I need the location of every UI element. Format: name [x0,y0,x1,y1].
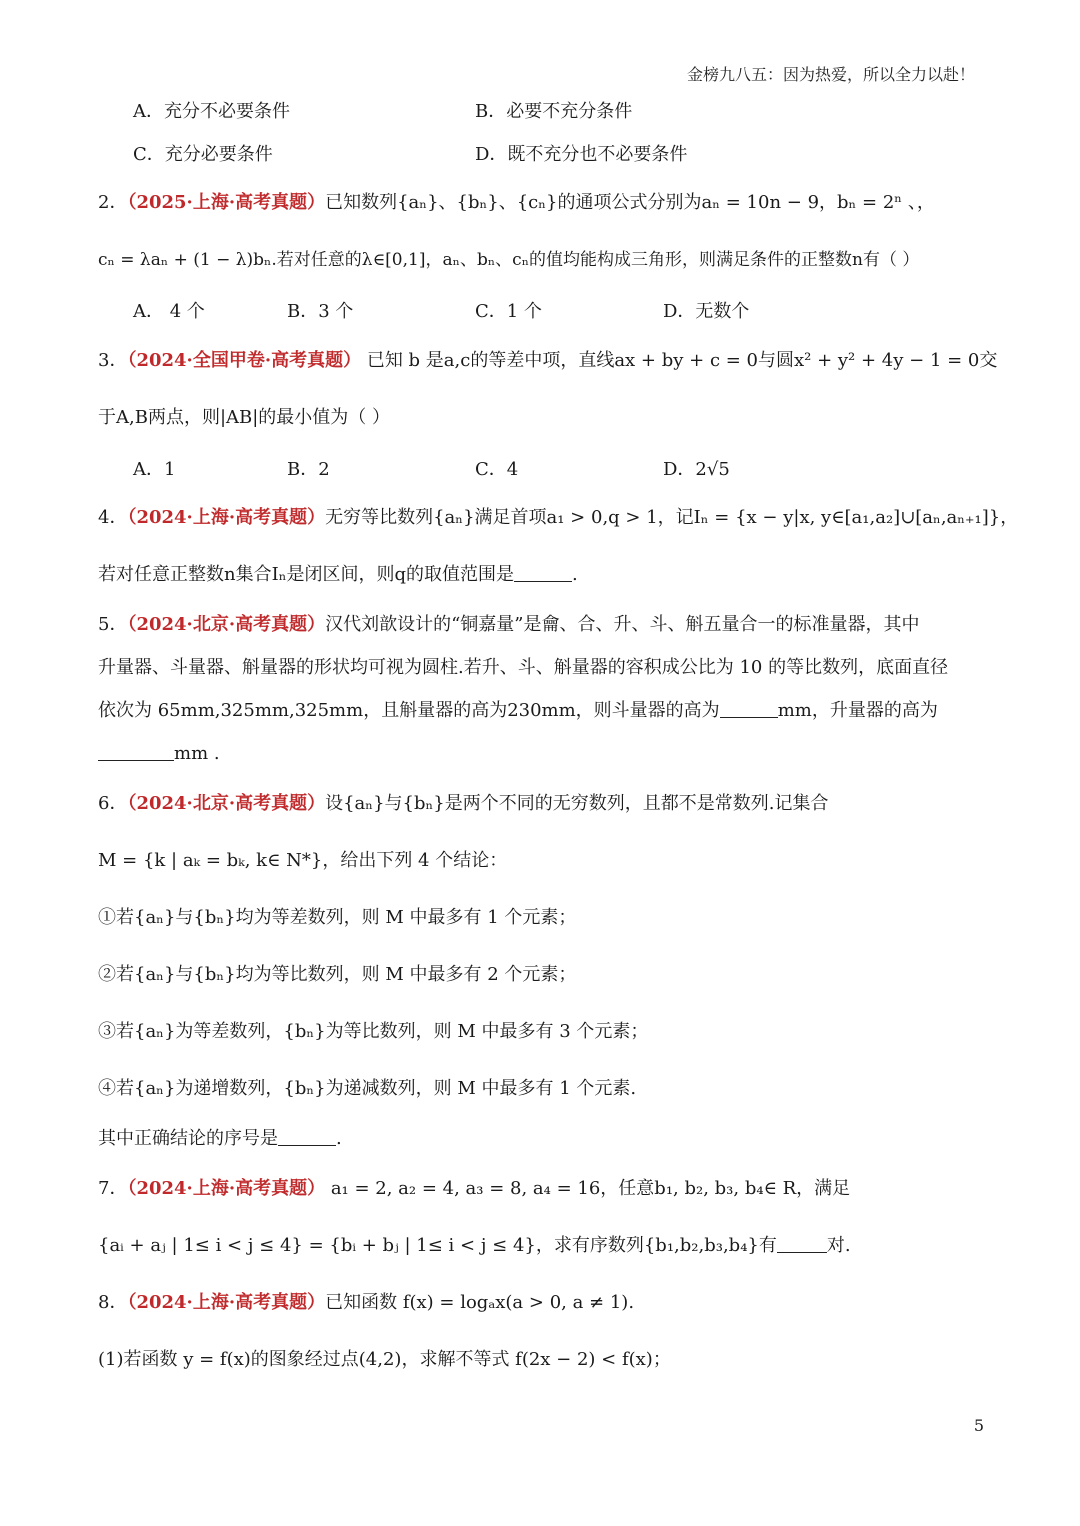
question-text: 其中正确结论的序号是 [98,1128,278,1149]
question-source: （2025·上海·高考真题） [127,192,326,213]
q6-line-2: M = {k | aₖ = bₖ, k∈ N*}，给出下列 4 个结论： [98,850,508,871]
q4-line-1 [98,505,1019,531]
question-source: （2024·上海·高考真题） [127,507,326,528]
q2-option-a: A． 4 个 [133,301,205,322]
question-source: （2024·全国甲卷·高考真题） [127,350,362,371]
q5-line-1 [98,612,990,638]
question-text-end: . [336,1128,342,1149]
question-text: 已知函数 f(x) = logₐx(a > 0, a ≠ 1). [325,1292,635,1313]
question-text: 设{aₙ}与{bₙ}是两个不同的无穷数列，且都不是常数列.记集合 [325,793,829,814]
q2-line-1 [98,190,990,216]
q3-line-1 [98,348,998,374]
q5-line-4 [98,741,990,767]
q3-option-b: B．2 [287,459,330,480]
q7-line-1 [98,1176,990,1202]
question-number: 2． [98,192,128,213]
question-text: mm，升量器的高为 [777,700,938,721]
q5-line-3 [98,698,990,724]
prev-option-c: C．充分必要条件 [133,144,273,165]
answer-blank[interactable] [514,563,572,582]
prev-option-d: D．既不充分也不必要条件 [475,144,688,165]
question-text-end: 对. [826,1235,851,1256]
q6-conclusion-4: ④若{aₙ}为递增数列，{bₙ}为递减数列，则 M 中最多有 1 个元素. [98,1078,637,1099]
question-source: （2024·北京·高考真题） [127,614,326,635]
q5-line-2: 升量器、斗量器、斛量器的形状均可视为圆柱.若升、斗、斛量器的容积成公比为 10 的等比数列，底面直径 [98,657,949,678]
page-number: 5 [973,1416,984,1435]
prev-option-b: B．必要不充分条件 [475,101,633,122]
q2-line-2: cₙ = λaₙ + (1 − λ)bₙ.若对任意的λ∈[0,1]，aₙ、bₙ、cₙ的值均能构成三角形，则满足条件的正整数n有（ ） [98,250,920,270]
question-text: 依次为 65mm,325mm,325mm，且斛量器的高为230mm，则斗量器的高为 [98,700,720,721]
answer-blank[interactable] [777,1234,827,1253]
q6-conclusion-1: ①若{aₙ}与{bₙ}均为等差数列，则 M 中最多有 1 个元素； [98,907,577,928]
question-source: （2024·北京·高考真题） [127,793,326,814]
question-number: 8． [98,1292,128,1313]
q2-option-b: B．3 个 [287,301,354,322]
question-text: 已知数列{aₙ}、{bₙ}、{cₙ}的通项公式分别为aₙ = 10n − 9，bₙ = 2ⁿ 、， [325,192,935,213]
question-number: 4． [98,507,128,528]
question-text-end: . [572,564,578,585]
prev-option-a: A．充分不必要条件 [133,101,290,122]
question-number: 6． [98,793,128,814]
q8-subquestion-1: (1)若函数 y = f(x)的图象经过点(4,2)，求解不等式 f(2x − 2) < f(x)； [98,1349,671,1370]
question-source: （2024·上海·高考真题） [127,1178,326,1199]
q2-option-d: D．无数个 [663,301,750,322]
q3-option-d: D．2√5 [663,459,730,480]
q2-option-c: C．1 个 [475,301,542,322]
question-text: 若对任意正整数n集合Iₙ是闭区间，则q的取值范围是 [98,564,515,585]
question-number: 3． [98,350,128,371]
question-source: （2024·上海·高考真题） [127,1292,326,1313]
answer-blank[interactable] [278,1127,336,1146]
q6-tail [98,1126,990,1152]
q3-option-c: C．4 [475,459,519,480]
question-text: {aᵢ + aⱼ | 1≤ i < j ≤ 4} = {bᵢ + bⱼ | 1≤ i < j ≤ 4}，求有序数列{b₁,b₂,b₃,b₄}有 [98,1235,777,1256]
q3-option-a: A．1 [133,459,176,480]
q6-conclusion-2: ②若{aₙ}与{bₙ}均为等比数列，则 M 中最多有 2 个元素； [98,964,577,985]
question-text: a₁ = 2, a₂ = 4, a₃ = 8, a₄ = 16，任意b₁, b₂, b₃, b₄∈ R，满足 [325,1178,851,1199]
q4-line-2 [98,562,990,588]
question-text: 已知 b 是a,c的等差中项，直线ax + by + c = 0与圆x² + y² + 4y − 1 = 0交 [361,350,998,371]
q6-line-1 [98,791,990,817]
q7-line-2 [98,1233,990,1259]
answer-blank-dou[interactable] [720,699,778,718]
q8-line-1 [98,1290,990,1316]
q3-line-2: 于A,B两点，则|AB|的最小值为（ ） [98,407,391,428]
page-header: 金榜九八五：因为热爱，所以全力以赴！ [686,65,975,84]
question-text: 无穷等比数列{aₙ}满足首项a₁ > 0,q > 1，记Iₙ = {x − y|x, y∈[a₁,a₂]∪[aₙ,aₙ₊₁]}， [325,507,1019,528]
question-number: 7． [98,1178,128,1199]
question-number: 5． [98,614,128,635]
q6-conclusion-3: ③若{aₙ}为等差数列，{bₙ}为等比数列，则 M 中最多有 3 个元素； [98,1021,649,1042]
question-text-end: mm . [174,743,220,764]
answer-blank-sheng[interactable] [98,742,174,761]
question-text: 汉代刘歆设计的“铜嘉量”是龠、合、升、斗、斛五量合一的标准量器，其中 [325,614,920,635]
